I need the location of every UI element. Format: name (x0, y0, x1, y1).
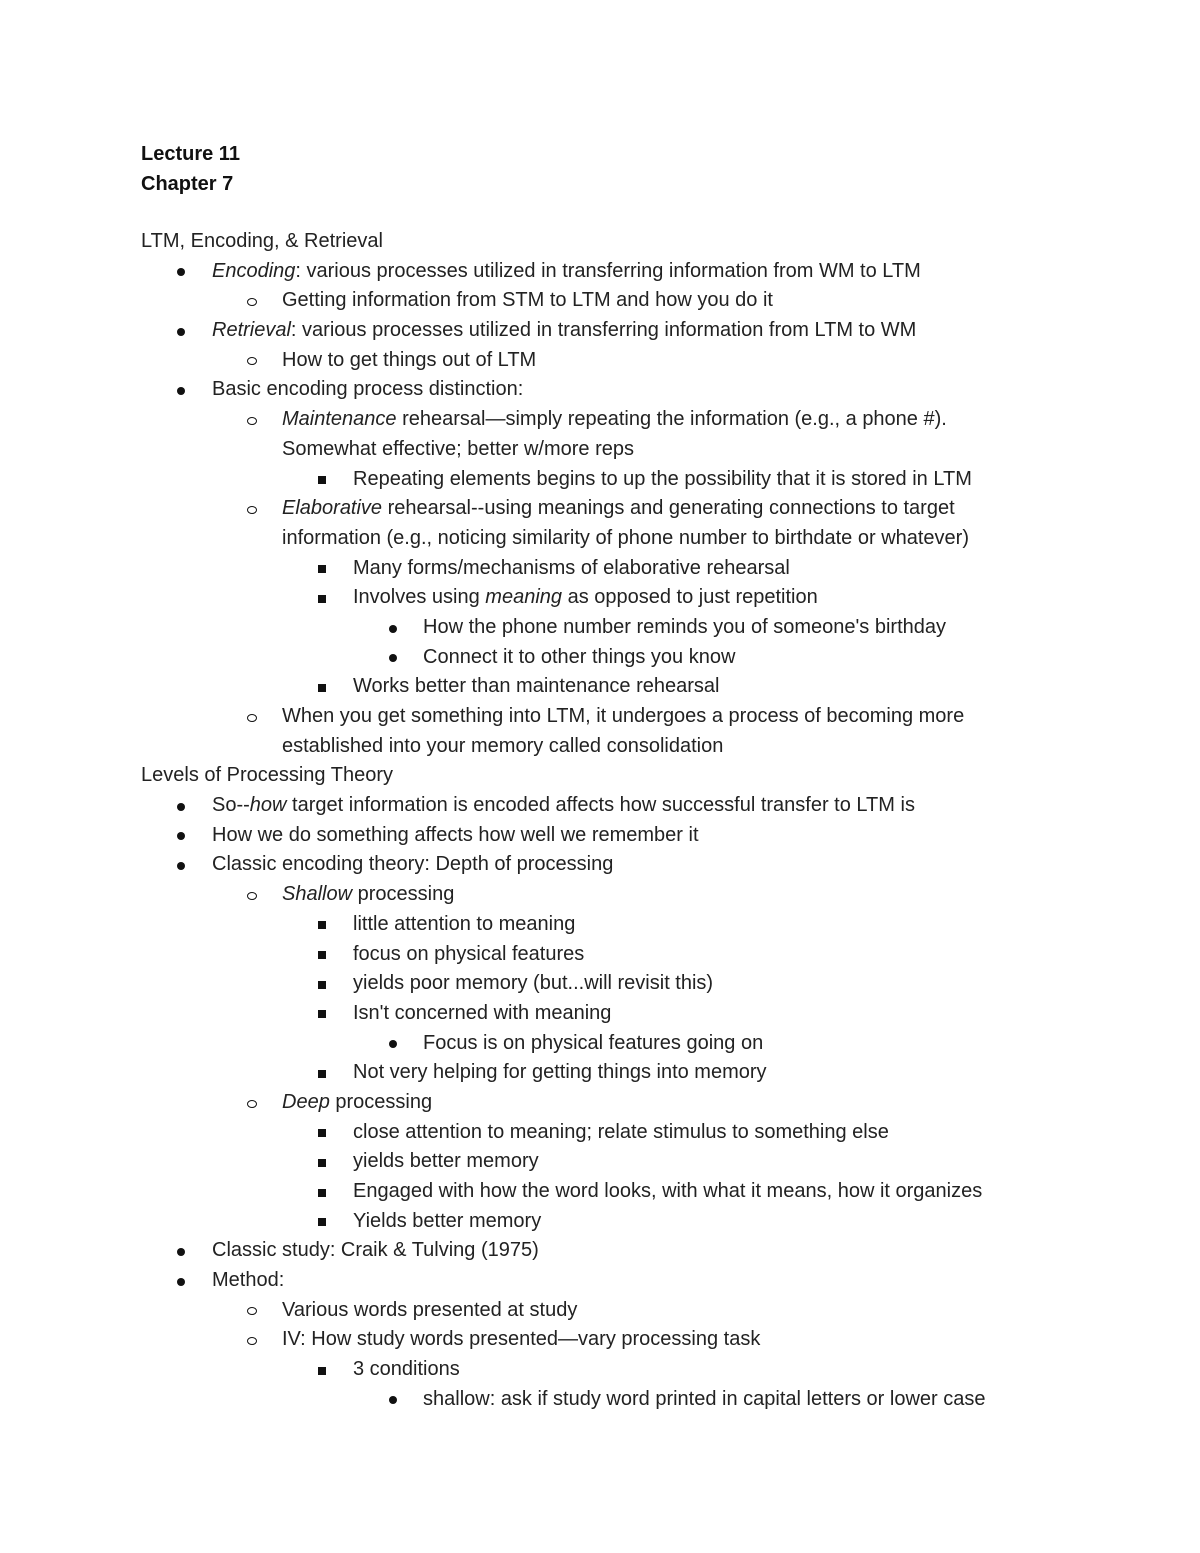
bullet-circle-icon (247, 357, 257, 365)
bullet-circle-icon (247, 714, 257, 722)
bullet-square-icon (318, 684, 326, 692)
bullet-disc-icon (177, 862, 185, 870)
list-item-text: Not very helping for getting things into memory (353, 1061, 767, 1084)
list-item (141, 1355, 1141, 1385)
list-item (141, 1325, 1141, 1355)
bullet-disc-icon (389, 625, 397, 633)
list-item (141, 672, 1141, 702)
list-item (141, 821, 1141, 851)
list-item (141, 643, 1141, 673)
list-item-text: Isn't concerned with meaning (353, 1001, 612, 1024)
list-item-text: shallow: ask if study word printed in capital letters or lower case (423, 1387, 986, 1410)
list-item (141, 1296, 1141, 1326)
list-item-text: Method: (212, 1269, 285, 1292)
bullet-disc-icon (177, 832, 185, 840)
list-item (141, 583, 1141, 613)
list-item-text: Engaged with how the word looks, with what it means, how it organizes (353, 1180, 983, 1203)
list-item (141, 554, 1141, 584)
list-item-text: Maintenance rehearsal—simply repeating the information (e.g., a phone #). Somewhat effective; better w/more reps (282, 408, 947, 460)
bullet-square-icon (318, 1218, 326, 1226)
list-item (141, 375, 1141, 405)
list-item-text: little attention to meaning (353, 912, 576, 935)
bullet-disc-icon (389, 1396, 397, 1404)
list-item (141, 286, 1141, 316)
list-item (141, 1088, 1141, 1118)
bullet-square-icon (318, 565, 326, 573)
list-item-text: How we do something affects how well we remember it (212, 823, 699, 846)
list-item (141, 1385, 1141, 1415)
notes-body (141, 227, 1141, 1415)
list-item-text: Retrieval: various processes utilized in transferring information from LTM to WM (212, 319, 917, 342)
list-item-text: Elaborative rehearsal--using meanings and generating connections to target information (e.g., noticing similarity of phone number to birthdate or whatever) (282, 497, 970, 549)
list-item-text: Shallow processing (282, 883, 455, 906)
bullet-square-icon (318, 951, 326, 959)
bullet-disc-icon (177, 1278, 185, 1286)
bullet-square-icon (318, 595, 326, 603)
list-item (141, 791, 1141, 821)
bullet-disc-icon (389, 654, 397, 662)
bullet-square-icon (318, 981, 326, 989)
list-item-text: yields better memory (353, 1150, 539, 1173)
list-item (141, 494, 1141, 553)
list-item-text: focus on physical features (353, 942, 585, 965)
bullet-circle-icon (247, 417, 257, 425)
bullet-circle-icon (247, 298, 257, 306)
list-item-text: Focus is on physical features going on (423, 1031, 764, 1054)
list-item-text: 3 conditions (353, 1358, 460, 1381)
list-item-text: So--how target information is encoded affects how successful transfer to LTM is (212, 794, 915, 817)
list-item-text: Many forms/mechanisms of elaborative rehearsal (353, 556, 790, 579)
list-item-text: Deep processing (282, 1090, 433, 1113)
list-item (141, 1058, 1141, 1088)
list-item-text: Connect it to other things you know (423, 645, 736, 668)
bullet-disc-icon (177, 268, 185, 276)
list-item-text: Yields better memory (353, 1209, 542, 1232)
list-item (141, 940, 1141, 970)
bullet-circle-icon (247, 1307, 257, 1315)
list-item (141, 405, 1141, 464)
bullet-disc-icon (389, 1040, 397, 1048)
list-item-text: yields poor memory (but...will revisit this) (353, 972, 714, 995)
list-item (141, 910, 1141, 940)
list-item-text: How to get things out of LTM (282, 348, 537, 371)
bullet-square-icon (318, 1129, 326, 1137)
bullet-square-icon (318, 1189, 326, 1197)
list-item (141, 1207, 1141, 1237)
list-item-text: Involves using meaning as opposed to just repetition (353, 586, 818, 609)
list-item (141, 1147, 1141, 1177)
section-heading (141, 227, 1141, 257)
list-item (141, 702, 1141, 761)
list-item-text: Basic encoding process distinction: (212, 378, 524, 401)
bullet-disc-icon (177, 803, 185, 811)
bullet-square-icon (318, 1367, 326, 1375)
list-item-text: close attention to meaning; relate stimulus to something else (353, 1120, 889, 1143)
list-item (141, 1029, 1141, 1059)
lecture-title: Lecture 11 (141, 143, 240, 165)
bullet-disc-icon (177, 328, 185, 336)
list-item (141, 969, 1141, 999)
bullet-circle-icon (247, 506, 257, 514)
list-item-text: Classic encoding theory: Depth of processing (212, 853, 614, 876)
section-heading (141, 761, 1141, 791)
list-item (141, 880, 1141, 910)
list-item (141, 465, 1141, 495)
list-item (141, 1236, 1141, 1266)
list-item-text: Repeating elements begins to up the possibility that it is stored in LTM (353, 467, 972, 490)
bullet-square-icon (318, 476, 326, 484)
list-item-text: Classic study: Craik & Tulving (1975) (212, 1239, 539, 1262)
list-item-text: Encoding: various processes utilized in transferring information from WM to LTM (212, 259, 921, 282)
list-item (141, 1266, 1141, 1296)
list-item (141, 613, 1141, 643)
list-item-text: Getting information from STM to LTM and how you do it (282, 289, 773, 312)
list-item-text: LTM, Encoding, & Retrieval (141, 230, 383, 252)
list-item-text: When you get something into LTM, it undergoes a process of becoming more established into your memory called consolidation (282, 705, 965, 757)
list-item (141, 257, 1141, 287)
list-item-text: Levels of Processing Theory (141, 764, 393, 787)
bullet-circle-icon (247, 1100, 257, 1108)
list-item-text: Works better than maintenance rehearsal (353, 675, 720, 698)
bullet-square-icon (318, 1010, 326, 1018)
list-item-text: IV: How study words presented—vary processing task (282, 1328, 761, 1351)
bullet-disc-icon (177, 387, 185, 395)
bullet-circle-icon (247, 1337, 257, 1345)
list-item (141, 850, 1141, 880)
chapter-title: Chapter 7 (141, 173, 234, 195)
bullet-square-icon (318, 921, 326, 929)
list-item (141, 999, 1141, 1029)
list-item-text: How the phone number reminds you of someone's birthday (423, 615, 946, 638)
list-item-text: Various words presented at study (282, 1298, 578, 1321)
bullet-square-icon (318, 1070, 326, 1078)
list-item (141, 1177, 1141, 1207)
list-item (141, 346, 1141, 376)
list-item (141, 316, 1141, 346)
bullet-disc-icon (177, 1248, 185, 1256)
list-item (141, 1118, 1141, 1148)
bullet-circle-icon (247, 892, 257, 900)
bullet-square-icon (318, 1159, 326, 1167)
